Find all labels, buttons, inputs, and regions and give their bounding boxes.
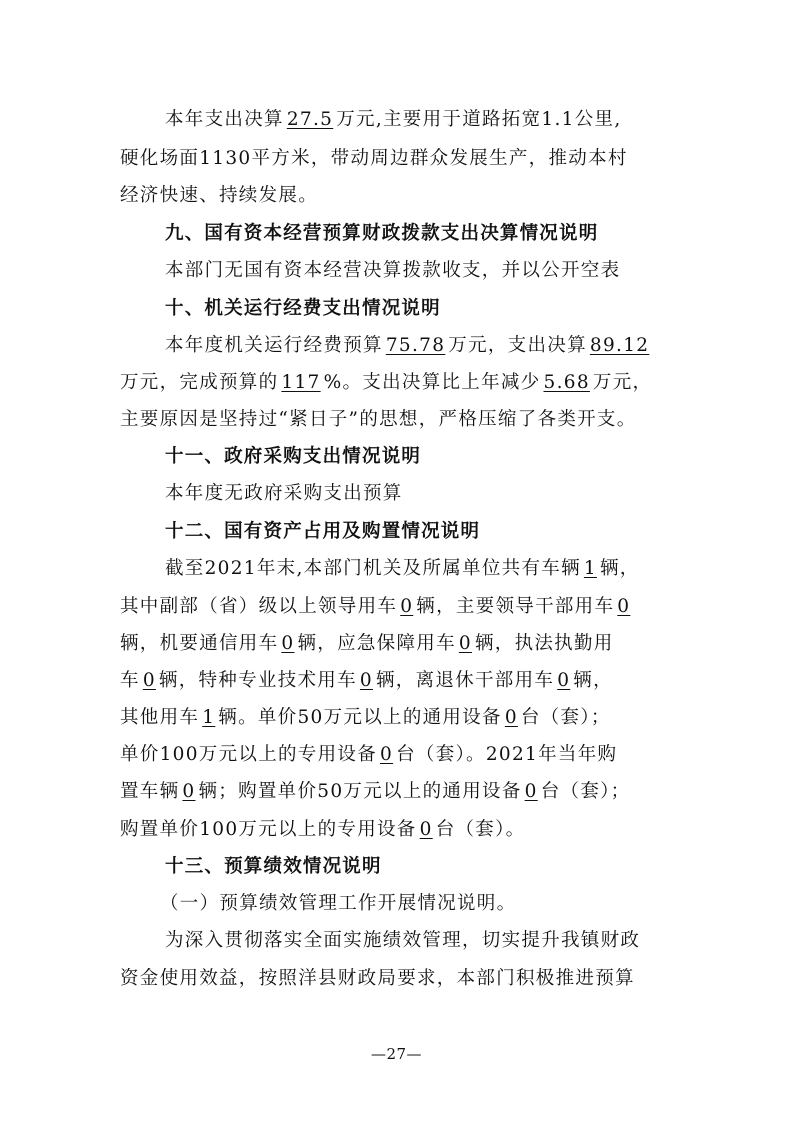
section-heading-10: 十、机关运行经费支出情况说明 bbox=[165, 298, 441, 319]
underlined-value: 117 bbox=[281, 372, 321, 393]
subsection-heading-13-1: （一）预算绩效管理工作开展情况说明。 bbox=[160, 893, 517, 914]
section-12-line-5 bbox=[120, 706, 611, 730]
text: 车 bbox=[120, 670, 140, 691]
section-13-line-2: 资金使用效益，按照洋县财政局要求，本部门积极推进预算 bbox=[120, 968, 635, 989]
text: 辆， bbox=[599, 558, 640, 579]
underlined-value: 0 bbox=[380, 744, 394, 765]
paragraph-expenditure-line-2: 硬化场面1130平方米，带动周边群众发展生产，推动本村 bbox=[120, 148, 628, 169]
section-11-text: 本年度无政府采购支出预算 bbox=[165, 483, 403, 504]
text: 辆，主要领导干部用车 bbox=[416, 596, 615, 617]
underlined-value: 1 bbox=[202, 707, 216, 728]
section-heading-11: 十一、政府采购支出情况说明 bbox=[165, 446, 422, 467]
underlined-value: 1 bbox=[583, 558, 597, 579]
underlined-value: 0 bbox=[182, 781, 196, 802]
section-10-line-3: 主要原因是坚持过“紧日子”的思想，严格压缩了各类开支。 bbox=[120, 409, 637, 430]
underlined-value: 5.68 bbox=[543, 372, 590, 393]
underlined-value: 0 bbox=[458, 633, 472, 654]
underlined-value: 0 bbox=[504, 707, 518, 728]
text: 万元，完成预算的 bbox=[120, 372, 279, 393]
underlined-value: 0 bbox=[524, 781, 538, 802]
section-12-line-7 bbox=[120, 780, 630, 804]
text: 购置单价100万元以上的专用设备 bbox=[120, 819, 417, 840]
section-12-line-8 bbox=[120, 818, 525, 842]
text: 辆；购置单价50万元以上的通用设备 bbox=[198, 781, 522, 802]
text: 辆，特种专业技术用车 bbox=[158, 670, 357, 691]
underlined-value: 27.5 bbox=[286, 109, 334, 130]
section-heading-13: 十三、预算绩效情况说明 bbox=[165, 856, 382, 877]
underlined-value: 0 bbox=[281, 633, 295, 654]
paragraph-expenditure-line-3: 经济快速、持续发展。 bbox=[120, 185, 319, 206]
paragraph-expenditure-line-1 bbox=[165, 108, 622, 132]
underlined-value: 0 bbox=[617, 596, 631, 617]
section-12-line-1 bbox=[165, 557, 640, 581]
text: 辆， bbox=[573, 670, 613, 691]
text: 置车辆 bbox=[120, 781, 180, 802]
section-12-line-2 bbox=[120, 595, 633, 619]
text: 辆，执法执勤用 bbox=[474, 633, 614, 654]
underlined-value: 0 bbox=[419, 819, 433, 840]
section-10-line-1 bbox=[165, 334, 652, 358]
section-12-line-4 bbox=[120, 669, 613, 693]
text: %。支出决算比上年减少 bbox=[323, 372, 541, 393]
text: 单价100万元以上的专用设备 bbox=[120, 744, 378, 765]
text: 台（套）； bbox=[520, 707, 611, 728]
text: 辆，离退休干部用车 bbox=[375, 670, 555, 691]
text: 本年度机关运行经费预算 bbox=[165, 335, 383, 356]
section-9-text: 本部门无国有资本经营决算拨款收支，并以公开空表 bbox=[165, 260, 621, 281]
text: 台（套）； bbox=[540, 781, 631, 802]
text: 万元，支出决算 bbox=[448, 335, 587, 356]
section-heading-12: 十二、国有资产占用及购置情况说明 bbox=[165, 521, 481, 542]
text: 本年支出决算 bbox=[165, 109, 284, 130]
text: 辆。单价50万元以上的通用设备 bbox=[218, 707, 502, 728]
section-heading-9: 九、国有资本经营预算财政拨款支出决算情况说明 bbox=[165, 223, 599, 244]
text: 其中副部（省）级以上领导用车 bbox=[120, 596, 398, 617]
text: 截至2021年末,本部门机关及所属单位共有车辆 bbox=[165, 558, 581, 579]
underlined-value: 0 bbox=[400, 596, 414, 617]
text: 台（套）。 bbox=[435, 819, 526, 840]
underlined-value: 0 bbox=[359, 670, 373, 691]
underlined-value: 89.12 bbox=[589, 335, 650, 356]
text: 辆，机要通信用车 bbox=[120, 633, 279, 654]
text: 万元,主要用于道路拓宽1.1公里, bbox=[336, 109, 622, 130]
page-number: —27— bbox=[370, 1045, 423, 1063]
underlined-value: 0 bbox=[142, 670, 156, 691]
underlined-value: 75.78 bbox=[385, 335, 446, 356]
text: 万元， bbox=[592, 372, 653, 393]
text: 辆，应急保障用车 bbox=[297, 633, 456, 654]
text: 台（套）。2021年当年购 bbox=[396, 744, 618, 765]
section-12-line-6 bbox=[120, 743, 617, 767]
text: 其他用车 bbox=[120, 707, 200, 728]
underlined-value: 0 bbox=[557, 670, 571, 691]
section-13-line-1: 为深入贯彻落实全面实施绩效管理，切实提升我镇财政 bbox=[165, 930, 641, 951]
section-10-line-2 bbox=[120, 371, 652, 395]
section-12-line-3 bbox=[120, 632, 614, 656]
